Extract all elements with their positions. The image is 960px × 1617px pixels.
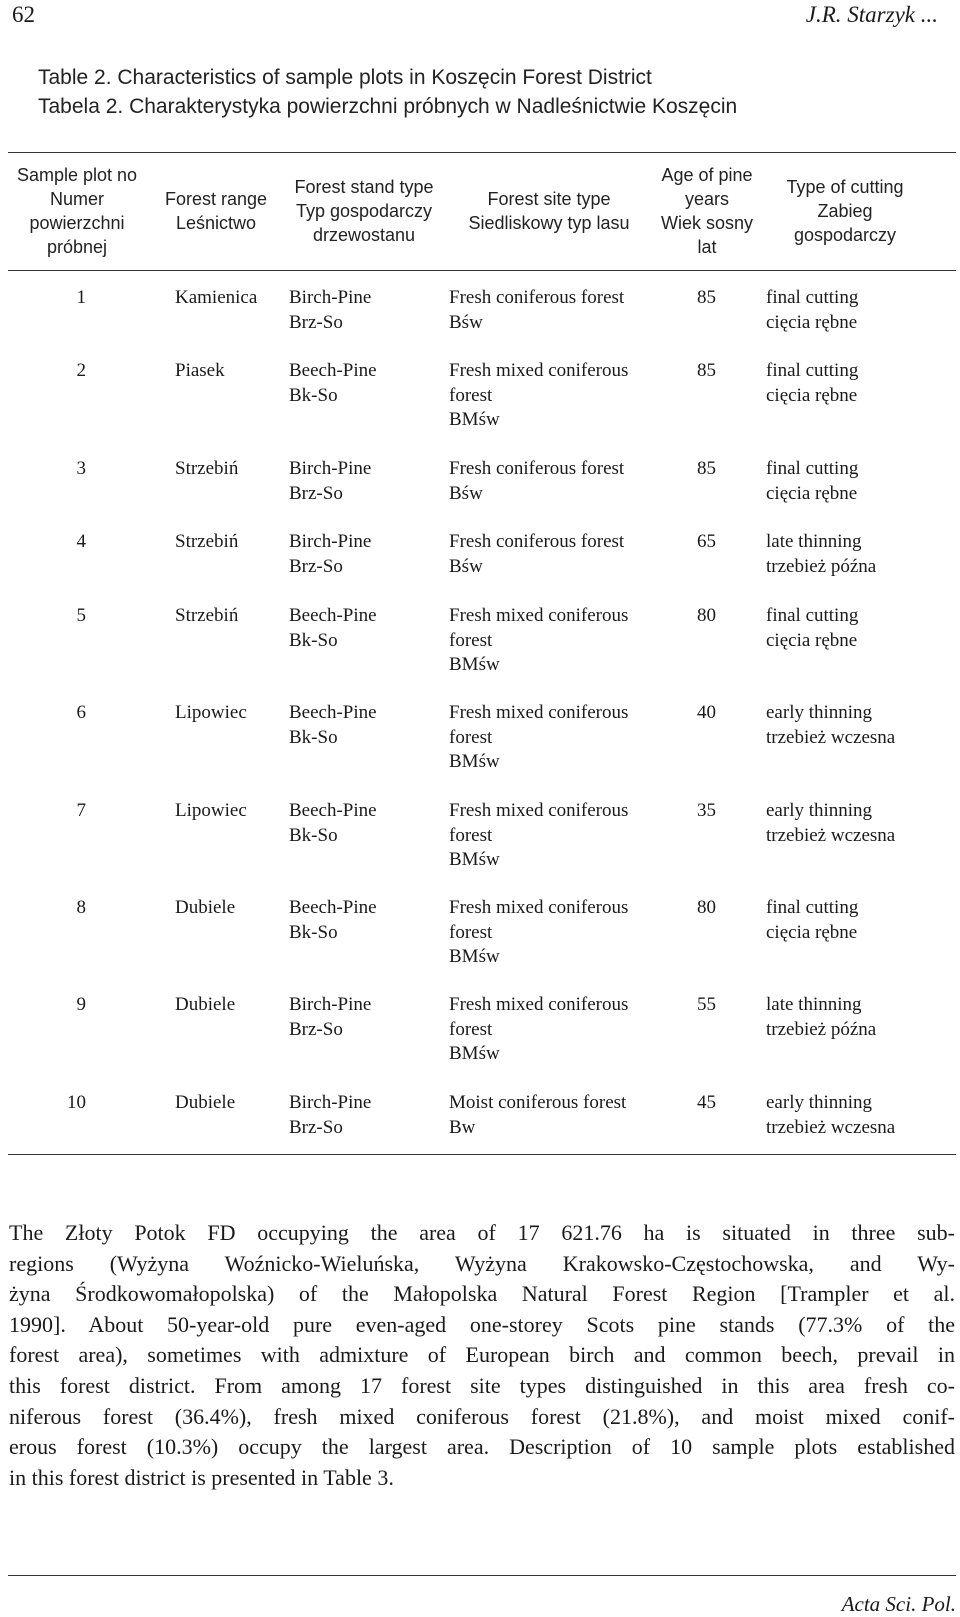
site-type-line: BMśw [449,849,500,870]
cutting-type [766,993,876,1042]
stand-type-line: Birch-Pine [289,1092,372,1113]
plot-number: 8 [76,897,86,918]
header-line: Zabieg [817,201,873,221]
cutting-type-line: cięcia rębne [766,384,858,406]
cutting-type-line: final cutting [766,605,859,626]
site-type [449,799,628,873]
stand-type-line: Birch-Pine [289,287,372,308]
forest-range: Piasek [175,360,225,381]
pine-age: 85 [697,360,716,381]
site-type-line: Fresh coniferous forest [449,531,625,552]
cutting-type-line: trzebież wczesna [766,824,896,846]
stand-type-line: Bk-So [289,726,338,748]
header-line: Typ gospodarczy [295,201,433,221]
cutting-type-line: early thinning [766,702,873,723]
stand-type-line: Beech-Pine [289,800,377,821]
footer-rule [8,1575,956,1576]
stand-type-line: Brz-So [289,1018,343,1040]
site-type [449,604,628,678]
cutting-type [766,799,895,848]
site-type [449,1091,626,1140]
plot-number: 1 [76,287,86,308]
site-type-line: Bw [449,1116,476,1138]
table-bottom-rule [8,1154,956,1155]
stand-type [289,1091,371,1140]
paragraph-line: in this forest district is presented in Table 3. [9,1464,394,1490]
site-type [449,457,624,506]
table-top-rule [8,152,956,153]
header-line: Leśnictwo [175,213,257,233]
forest-range: Lipowiec [175,702,247,723]
header-line: drzewostanu [312,225,416,245]
site-type-line: Moist coniferous forest [449,1092,627,1113]
stand-type-line: Brz-So [289,482,343,504]
plot-number: 6 [76,702,86,723]
stand-type-line: Bk-So [289,921,338,943]
cutting-type [766,286,858,335]
pine-age: 80 [697,897,716,918]
stand-type-line: Brz-So [289,1116,343,1138]
stand-type [289,530,371,579]
stand-type-line: Birch-Pine [289,994,372,1015]
body-paragraph [9,1218,955,1493]
header-line: Forest range [164,189,268,209]
paragraph-line: niferous forest (36.4%), fresh mixed coniferous forest (21.8%), and moist mixed conif- [9,1403,955,1429]
stand-type [289,896,377,945]
cutting-type [766,457,858,506]
stand-type-line: Bk-So [289,629,338,651]
pine-age: 40 [697,702,716,723]
stand-type-line: Brz-So [289,555,343,577]
header-line: lat [697,237,717,257]
site-type-line: Fresh mixed coniferous [449,994,629,1015]
forest-range: Strzebiń [175,531,239,552]
forest-range: Dubiele [175,994,236,1015]
stand-type [289,286,371,335]
site-type [449,286,624,335]
header-line: Siedliskowy typ lasu [468,213,630,233]
site-type-line: BMśw [449,946,500,967]
site-type-line: BMśw [449,751,500,772]
site-type-line: forest [449,629,493,651]
site-type-line: forest [449,384,493,406]
plot-number: 10 [67,1092,86,1113]
table-caption-en: Table 2. Characteristics of sample plots in Koszęcin Forest District [38,66,652,89]
header-line: Forest stand type [294,177,434,197]
cutting-type-line: final cutting [766,897,859,918]
cutting-type-line: cięcia rębne [766,921,858,943]
site-type-line: Fresh mixed coniferous [449,800,629,821]
cutting-type [766,530,876,579]
forest-range: Lipowiec [175,800,247,821]
paragraph-line: this forest district. From among 17 forest site types distinguished in this area fresh co- [9,1372,955,1398]
cutting-type-line: late thinning [766,531,862,552]
header-line: gospodarczy [793,225,897,245]
stand-type-line: Beech-Pine [289,605,377,626]
pine-age: 45 [697,1092,716,1113]
pine-age: 55 [697,994,716,1015]
plot-number: 7 [76,800,86,821]
site-type-line: Fresh mixed coniferous [449,360,629,381]
site-type [449,701,628,775]
cutting-type-line: trzebież późna [766,555,877,577]
site-type-line: BMśw [449,1043,500,1064]
site-type-line: Fresh coniferous forest [449,287,625,308]
site-type-line: Bśw [449,482,483,504]
stand-type [289,799,377,848]
paragraph-line: erous forest (10.3%) occupy the largest area. Description of 10 sample plots established [9,1434,955,1460]
site-type-line: BMśw [449,409,500,430]
forest-range: Dubiele [175,897,236,918]
header-line: próbnej [46,237,108,257]
plot-number: 3 [76,458,86,479]
site-type [449,993,628,1067]
site-type-line: Bśw [449,311,483,333]
stand-type-line: Beech-Pine [289,702,377,723]
cutting-type [766,604,858,653]
pine-age: 85 [697,458,716,479]
stand-type-line: Beech-Pine [289,897,377,918]
running-head: J.R. Starzyk ... [805,2,938,27]
header-line: Sample plot no [16,165,138,185]
stand-type [289,604,377,653]
forest-range: Strzebiń [175,458,239,479]
paragraph-line: żyna Środkowomałopolska) of the Małopolska Natural Forest Region [Trampler et al. [9,1281,955,1307]
stand-type-line: Birch-Pine [289,458,372,479]
site-type-line: Fresh mixed coniferous [449,897,629,918]
cutting-type-line: cięcia rębne [766,482,858,504]
stand-type [289,993,371,1042]
pine-age: 35 [697,800,716,821]
header-line: years [684,189,729,209]
cutting-type [766,701,895,750]
pine-age: 80 [697,605,716,626]
header-line: Type of cutting [786,177,904,197]
page-number: 62 [12,2,35,27]
forest-range: Strzebiń [175,605,239,626]
site-type-line: forest [449,726,493,748]
pine-age: 65 [697,531,716,552]
cutting-type-line: cięcia rębne [766,629,858,651]
header-line: Wiek sosny [660,213,754,233]
stand-type-line: Bk-So [289,384,338,406]
plot-number: 2 [76,360,86,381]
cutting-type [766,1091,895,1140]
stand-type [289,701,377,750]
pine-age: 85 [697,287,716,308]
header-stand-type [264,175,464,247]
header-cutting-type [745,175,945,247]
site-type [449,896,628,970]
site-type-line: Fresh coniferous forest [449,458,625,479]
forest-range: Kamienica [175,287,258,308]
header-line: Age of pine [661,165,753,185]
plot-number: 4 [76,531,86,552]
site-type-line: forest [449,824,493,846]
stand-type-line: Birch-Pine [289,531,372,552]
cutting-type-line: late thinning [766,994,862,1015]
stand-type-line: Beech-Pine [289,360,377,381]
site-type-line: forest [449,1018,493,1040]
site-type [449,530,624,579]
cutting-type [766,896,858,945]
cutting-type [766,359,858,408]
stand-type-line: Bk-So [289,824,338,846]
site-type-line: forest [449,921,493,943]
cutting-type-line: final cutting [766,360,859,381]
cutting-type-line: trzebież wczesna [766,1116,896,1138]
header-line: powierzchni [29,213,125,233]
journal-name: Acta Sci. Pol. [841,1592,956,1616]
plot-number: 5 [76,605,86,626]
site-type-line: Fresh mixed coniferous [449,605,629,626]
plot-number: 9 [76,994,86,1015]
header-line: Numer [49,189,104,209]
paragraph-line: The Złoty Potok FD occupying the area of 17 621.76 ha is situated in three sub- [9,1220,955,1245]
cutting-type-line: cięcia rębne [766,311,858,333]
cutting-type-line: early thinning [766,1092,873,1113]
site-type-line: Bśw [449,555,483,577]
site-type [449,359,628,433]
table-header-rule [8,270,956,271]
stand-type [289,359,377,408]
table-caption-pl: Tabela 2. Charakterystyka powierzchni próbnych w Nadleśnictwie Koszęcin [38,95,738,118]
cutting-type-line: final cutting [766,287,859,308]
cutting-type-line: trzebież wczesna [766,726,896,748]
stand-type [289,457,371,506]
paragraph-line: regions (Wyżyna Woźnicko-Wieluńska, Wyżyna Krakowsko-Częstochowska, and Wy- [9,1250,955,1276]
header-line: Forest site type [487,189,611,209]
site-type-line: BMśw [449,654,500,675]
cutting-type-line: final cutting [766,458,859,479]
paragraph-line: forest area), sometimes with admixture of European birch and common beech, prevail in [9,1342,955,1368]
cutting-type-line: trzebież późna [766,1018,877,1040]
stand-type-line: Brz-So [289,311,343,333]
cutting-type-line: early thinning [766,800,873,821]
site-type-line: Fresh mixed coniferous [449,702,629,723]
paragraph-line: 1990]. About 50-year-old pure even-aged one-storey Scots pine stands (77.3% of the [9,1311,955,1337]
forest-range: Dubiele [175,1092,236,1113]
